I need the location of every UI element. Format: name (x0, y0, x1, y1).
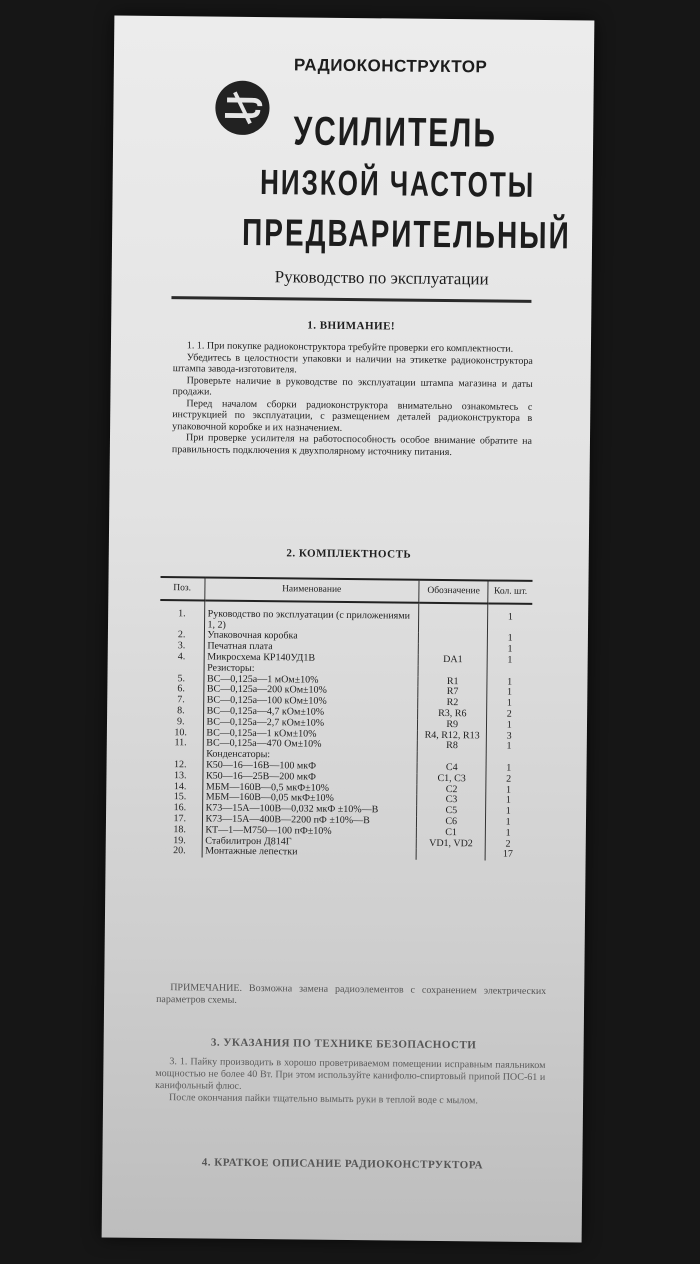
cell-qty: 2 (487, 709, 531, 720)
cell-qty: 1 (488, 603, 532, 634)
cell-pos: 4. (177, 651, 186, 663)
column-header-name: Наименование (204, 577, 419, 602)
cell-qty: 2 (486, 774, 530, 785)
cell-name: Стабилитрон Д814Г (202, 836, 417, 849)
cell-name: КТ—1—М750—100 пФ±10% (202, 825, 417, 838)
cell-des: R8 (417, 741, 487, 753)
paragraph: При проверке усилителя на работоспособность особое внимание обратите на правильность подключения к двухполярному источнику питания. (171, 432, 533, 458)
cell-pos: 12. (174, 759, 187, 771)
cell-qty: 1 (486, 763, 530, 774)
cell-qty: 1 (487, 699, 531, 710)
cell-des: R2 (418, 698, 488, 710)
cell-name: К73—15А—400В—2200 пФ ±10%—В (202, 814, 417, 827)
cell-qty: 1 (487, 720, 531, 731)
cell-name: К50—16—16В—100 мкФ (203, 760, 418, 773)
title-line-1: УСИЛИТЕЛЬ (293, 109, 498, 157)
cell-pos: 8. (177, 705, 185, 717)
cell-name: ВС—0,125а—100 кОм±10% (203, 696, 418, 709)
cell-qty: 1 (487, 742, 531, 753)
divider (171, 296, 531, 303)
cell-pos: 10. (174, 726, 187, 738)
cell-des (418, 603, 488, 634)
cell-qty: 1 (486, 796, 530, 807)
cell-des: R7 (418, 687, 488, 699)
cell-qty: 3 (487, 731, 531, 742)
cell-des: R4, R12, R13 (417, 730, 487, 742)
cell-qty: 1 (486, 828, 530, 839)
cell-des: C5 (417, 806, 487, 818)
cell-qty: 1 (486, 785, 530, 796)
cell-qty: 1 (488, 655, 532, 666)
cell-des: C1 (416, 827, 486, 839)
cell-pos: 11. (174, 737, 187, 749)
cell-name: ВС—0,125а—2,7 кОм±10% (203, 717, 418, 730)
cell-pos: 20. (173, 845, 186, 857)
cell-des: R1 (418, 676, 488, 688)
cell-name: Печатная плата (204, 642, 419, 655)
cell-name: Резисторы: (204, 663, 419, 676)
cell-name: ВС—0,125а—200 кОм±10% (203, 685, 418, 698)
column-header-qty: Кол. шт. (488, 580, 532, 603)
cell-pos: 18. (173, 823, 186, 836)
cell-name: Конденсаторы: (203, 750, 418, 763)
cell-pos: 9. (176, 715, 185, 728)
manufacturer-logo-icon (213, 79, 272, 138)
paragraph: После окончания пайки тщательно вымыть руки в теплой воде с мылом. (169, 1092, 478, 1107)
cell-qty: 1 (488, 645, 532, 656)
cell-qty: 17 (486, 850, 530, 861)
cell-pos: 13. (173, 769, 187, 782)
cell-des: C3 (417, 795, 487, 807)
note-text: ПРИМЕЧАНИЕ. Возможна замена радиоэлементов с сохранением электрических параметров схемы. (156, 982, 547, 1006)
cell-pos: 3. (177, 640, 186, 652)
brand-label: РАДИОКОНСТРУКТОР (293, 55, 488, 77)
paragraph: Убедитесь в целостности упаковки и наличии на этикетке радиоконструктора штампа завода-изготовителя. (172, 351, 533, 376)
cell-des (418, 633, 488, 645)
cell-des: C1, C3 (417, 773, 487, 785)
cell-pos: 1. (178, 608, 186, 620)
title-line-3: ПРЕДВАРИТЕЛЬНЫЙ (241, 211, 571, 257)
cell-des: DA1 (418, 655, 488, 667)
table-note (156, 982, 546, 1010)
components-table (158, 576, 533, 861)
column-header-designation: Обозначение (419, 580, 489, 604)
section-4-heading: 4. КРАТКОЕ ОПИСАНИЕ РАДИОКОНСТРУКТОРА (201, 1156, 484, 1172)
cell-des (416, 849, 486, 861)
cell-qty: 2 (486, 839, 530, 850)
cell-pos: 15. (173, 791, 187, 803)
column-header-pos: Поз. (160, 577, 204, 600)
cell-name: К50—16—25В—200 мкФ (202, 771, 417, 784)
cell-name: МБМ—160В—0,05 мкФ±10% (202, 793, 417, 806)
instruction-sheet (102, 16, 595, 1243)
cell-name: К73—15А—100В—0,032 мкФ ±10%—В (202, 804, 417, 817)
cell-des: VD1, VD2 (416, 838, 486, 850)
cell-name: ВС—0,125а—1 кОм±10% (203, 728, 418, 741)
cell-name: Руководство по эксплуатации (с приложениями 1, 2) (204, 600, 419, 633)
paragraph: Проверьте наличие в руководстве по эксплуатации штампа магазина и даты продажи. (172, 374, 533, 398)
section-1-heading: 1. ВНИМАНИЕ! (307, 319, 396, 333)
paragraph: 1. 1. При покупке радиоконструктора требуйте проверки его комплектности. (186, 340, 514, 355)
cell-pos: 19. (173, 834, 186, 846)
cell-name: ВС—0,125а—4,7 кОм±10% (203, 706, 418, 719)
paragraph: 3. 1. Пайку производить в хорошо проветриваемом помещении исправным паяльником мощностью не более 40 Вт. При этом используйте канифолю-спиртовый припой ПОС-61 и канифольный флюс. (155, 1056, 546, 1092)
cell-qty: 1 (488, 634, 532, 645)
title-line-2: НИЗКОЙ ЧАСТОТЫ (259, 161, 536, 206)
table-body (158, 600, 533, 861)
cell-des: C4 (417, 763, 487, 775)
cell-pos: 17. (173, 813, 187, 825)
cell-pos: 5. (177, 672, 186, 684)
section-1-text (172, 340, 533, 459)
cell-des: R3, R6 (418, 709, 488, 721)
cell-qty: 1 (487, 677, 531, 688)
cell-name: ВС—0,125а—470 Ом±10% (203, 739, 418, 752)
cell-pos: 14. (173, 780, 187, 792)
cell-pos: 6. (177, 683, 185, 695)
cell-pos: 16. (173, 802, 187, 814)
cell-pos: 7. (177, 694, 185, 706)
section-3-heading: 3. УКАЗАНИЯ ПО ТЕХНИКЕ БЕЗОПАСНОСТИ (210, 1036, 477, 1052)
cell-name: МБМ—160В—0,5 мкФ±10% (202, 782, 417, 795)
cell-name: Упаковочная коробка (204, 631, 419, 644)
cell-qty: 1 (486, 807, 530, 818)
section-3-text (155, 1056, 545, 1108)
cell-des: C2 (417, 784, 487, 796)
cell-name: ВС—0,125а—1 мОм±10% (203, 674, 418, 687)
paragraph: Перед началом сборки радиоконструктора внимательно ознакомьтесь с инструкцией по эксплуатации, с размещением деталей радиоконструктора в упаковочной коробке и их назначением. (172, 397, 533, 434)
cell-qty: 1 (486, 817, 530, 828)
cell-qty: 1 (487, 688, 531, 699)
cell-des: C6 (416, 817, 486, 829)
cell-pos: 2. (177, 629, 186, 641)
cell-name: Микросхема КР140УД1В (204, 652, 419, 665)
cell-des: R9 (417, 719, 487, 731)
section-2-heading: 2. КОМПЛЕКТНОСТЬ (286, 547, 412, 561)
document-subtitle: Руководство по эксплуатации (274, 267, 489, 289)
cell-name: Монтажные лепестки (202, 847, 417, 860)
